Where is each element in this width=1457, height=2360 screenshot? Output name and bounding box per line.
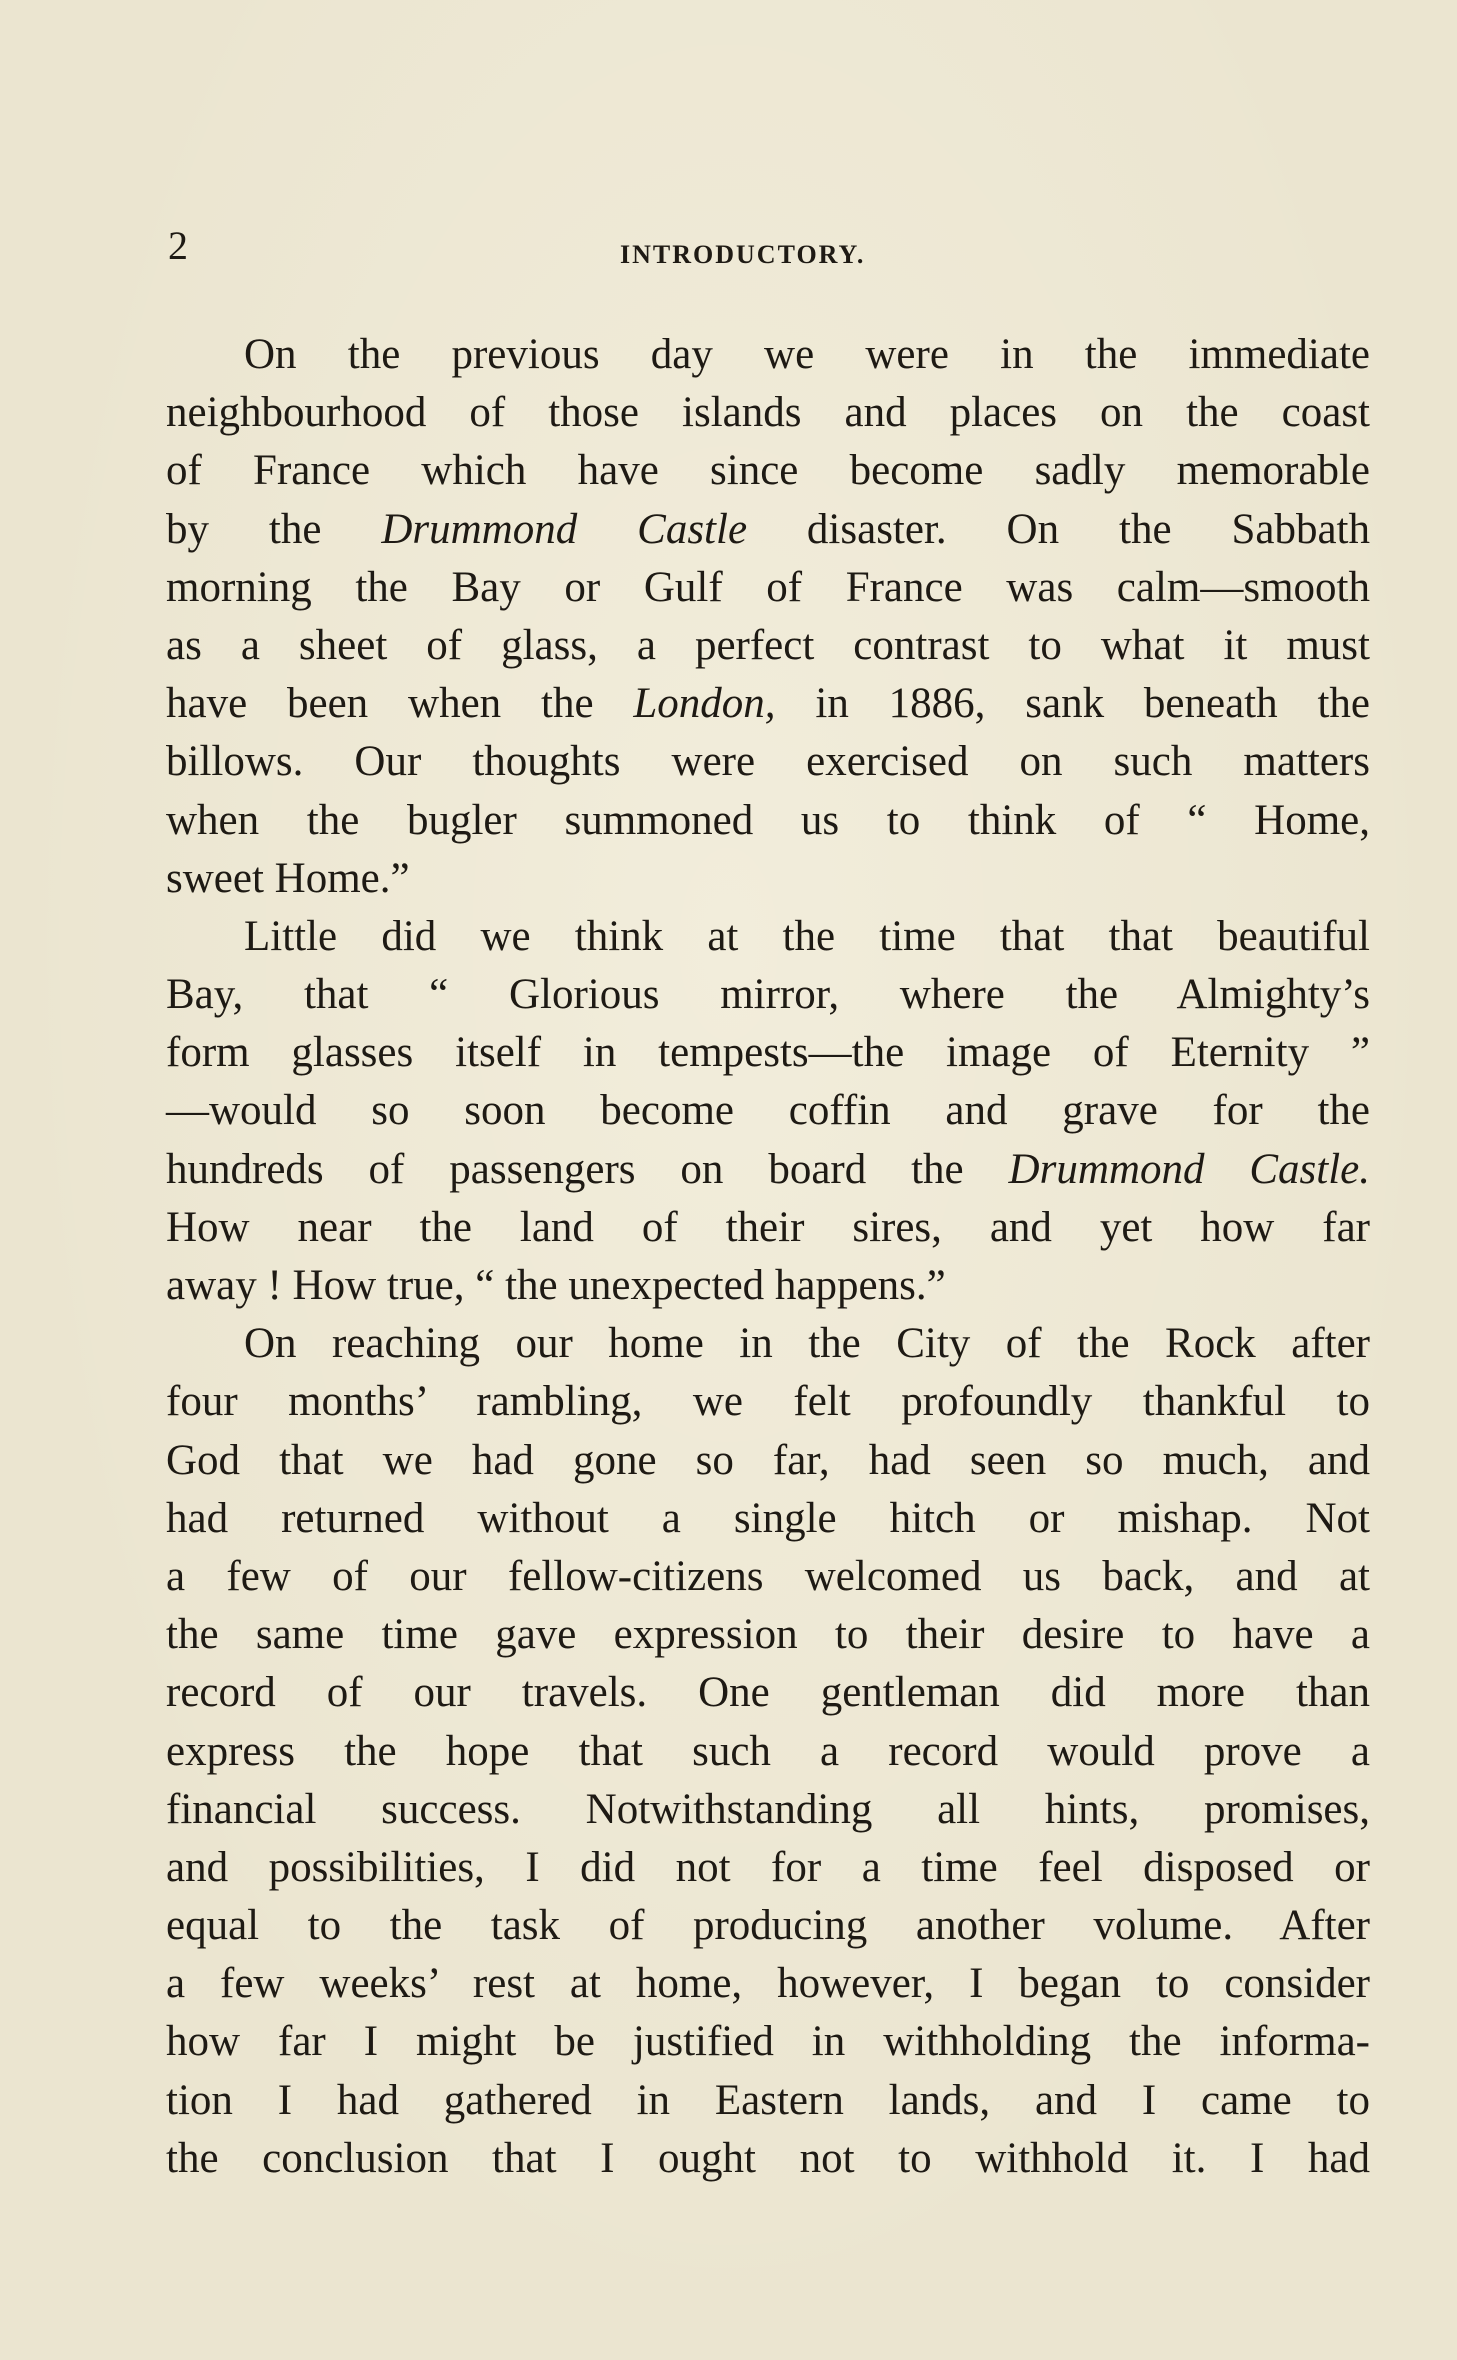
text-line: form glasses itself in tempests—the image of Eternity ” (166, 1029, 1370, 1077)
text-line: have been when the London, in 1886, sank beneath the (166, 680, 1370, 728)
text-line: how far I might be justified in withholding the informa- (166, 2018, 1370, 2066)
text-line: financial success. Notwithstanding all hints, promises, (166, 1785, 1370, 1833)
text-line: Little did we think at the time that that beautiful (244, 912, 1370, 960)
text-line: sweet Home.” (166, 854, 410, 902)
text-line: and possibilities, I did not for a time feel disposed or (166, 1843, 1370, 1891)
text-line: record of our travels. One gentleman did more than (166, 1669, 1370, 1717)
page-number: 2 (168, 223, 188, 268)
running-title: INTRODUCTORY. (620, 240, 866, 269)
text-line: the same time gave expression to their desire to have a (166, 1611, 1370, 1659)
text-line: when the bugler summoned us to think of “ Home, (166, 796, 1370, 844)
text-line: billows. Our thoughts were exercised on such matters (166, 738, 1370, 786)
text-line: as a sheet of glass, a perfect contrast to what it must (166, 621, 1370, 669)
text-line: God that we had gone so far, had seen so much, and (166, 1436, 1370, 1484)
text-line: How near the land of their sires, and yet how far (166, 1203, 1370, 1251)
text-line: the conclusion that I ought not to withhold it. I had (166, 2134, 1370, 2182)
text-line: Bay, that “ Glorious mirror, where the Almighty’s (166, 971, 1370, 1019)
text-line: four months’ rambling, we felt profoundly thankful to (166, 1378, 1370, 1426)
body-text (166, 326, 1370, 2188)
text-line: On the previous day we were in the immediate (244, 331, 1370, 378)
text-line: a few weeks’ rest at home, however, I began to consider (166, 1960, 1370, 2008)
text-line: morning the Bay or Gulf of France was calm—smooth (166, 563, 1370, 611)
text-line: —would so soon become coffin and grave for the (166, 1087, 1370, 1135)
text-line: a few of our fellow-citizens welcomed us back, and at (166, 1552, 1370, 1600)
text-line: express the hope that such a record would prove a (166, 1727, 1370, 1775)
text-line: neighbourhood of those islands and places on the coast (166, 389, 1370, 437)
text-line: by the Drummond Castle disaster. On the Sabbath (166, 505, 1370, 553)
text-line: of France which have since become sadly memorable (166, 447, 1370, 495)
text-line: tion I had gathered in Eastern lands, and I came to (166, 2076, 1370, 2124)
text-line: equal to the task of producing another volume. After (166, 1902, 1370, 1950)
text-line: away ! How true, “ the unexpected happens.” (166, 1262, 946, 1309)
text-line: On reaching our home in the City of the Rock after (244, 1320, 1370, 1368)
text-line: had returned without a single hitch or mishap. Not (166, 1494, 1370, 1542)
text-line: hundreds of passengers on board the Drummond Castle. (166, 1145, 1370, 1193)
